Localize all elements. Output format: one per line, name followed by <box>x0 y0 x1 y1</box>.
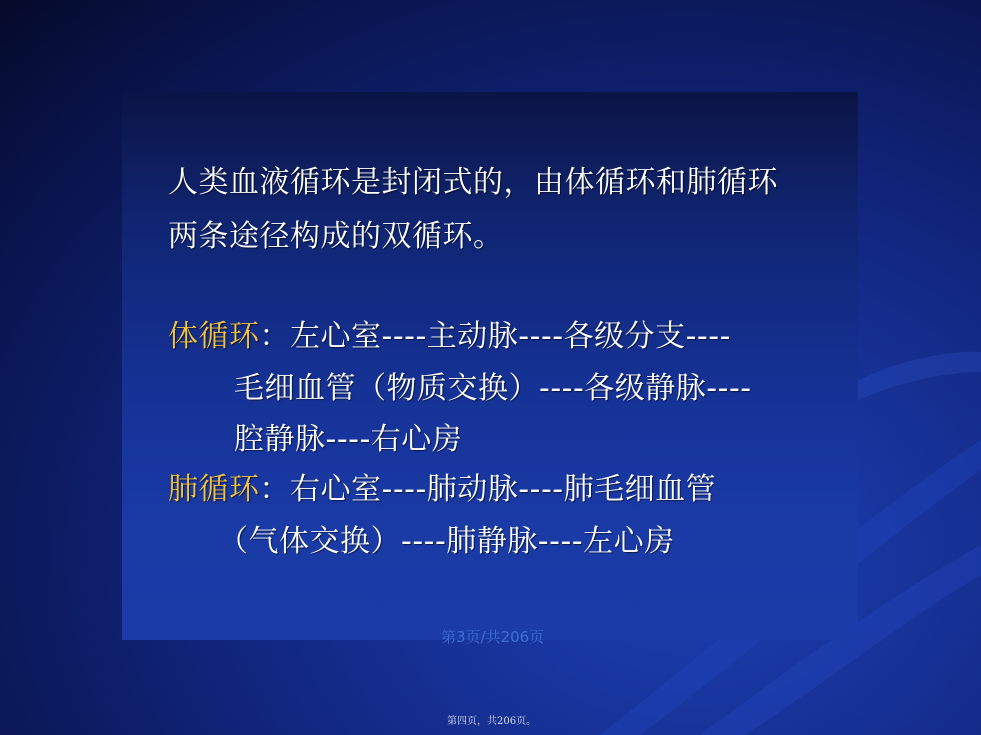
pulmonary-line-1-rest: ：右心室----肺动脉----肺毛细血管 <box>259 472 717 507</box>
pulmonary-label: 肺循环 <box>168 472 260 507</box>
pulmonary-line-2: （气体交换）----肺静脉----左心房 <box>218 524 675 559</box>
systemic-label: 体循环 <box>168 319 260 354</box>
systemic-line-3: 腔静脉----右心房 <box>234 422 463 457</box>
intro-line-2: 两条途径构成的双循环。 <box>168 219 504 254</box>
systemic-line-1-rest: ：左心室----主动脉----各级分支---- <box>259 319 731 354</box>
systemic-line-1 <box>168 319 731 354</box>
page-counter: 第3页/共206页 <box>441 628 545 646</box>
footer-note: 第四页，共206页。 <box>447 716 537 727</box>
pulmonary-line-1 <box>168 472 717 507</box>
intro-line-1: 人类血液循环是封闭式的，由体循环和肺循环 <box>168 165 778 200</box>
systemic-line-2: 毛细血管（物质交换）----各级静脉---- <box>234 371 752 406</box>
